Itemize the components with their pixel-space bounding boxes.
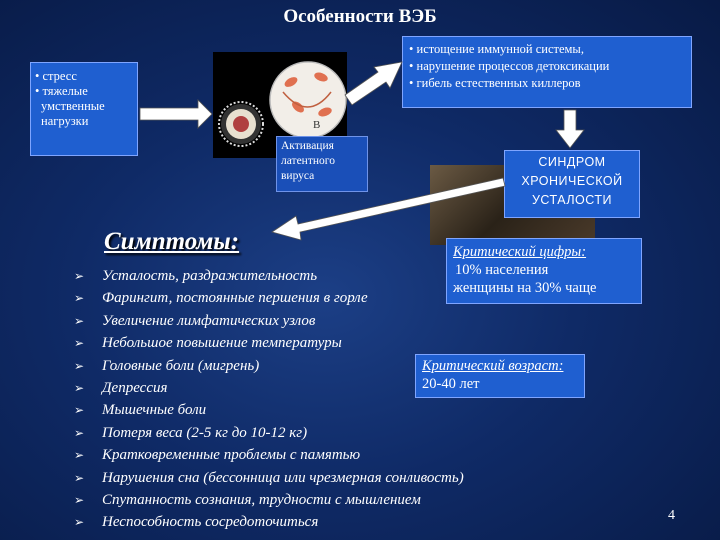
bullet-arrow-icon: ➢ [74,291,85,306]
list-item: ➢ Головные боли (мигрень) [74,355,464,377]
effect-line: • истощение иммунной системы, [409,42,584,56]
list-item: ➢ Неспособность сосредоточиться [74,511,464,533]
list-item: ➢ Небольшое повышение температуры [74,332,464,354]
symptoms-list [74,265,464,534]
arrow-causes-to-cell [140,100,212,128]
bullet-arrow-icon: ➢ [74,403,85,418]
list-item: ➢ Фарингит, постоянные першения в горле [74,287,464,309]
list-item: ➢ Нарушения сна (бессонница или чрезмерная сонливость) [74,467,464,489]
critical-figures-line: женщины на 30% чаще [453,280,597,296]
critical-figures-heading: Критический цифры: [453,244,587,260]
effect-line: • гибель естественных киллеров [409,76,581,90]
symptoms-heading: Симптомы: [104,228,240,255]
bullet-arrow-icon: ➢ [74,380,85,395]
list-item: ➢ Потеря веса (2-5 кг до 10-12 кг) [74,422,464,444]
list-item: ➢ Усталость, раздражительность [74,265,464,287]
list-item: ➢ Спутанность сознания, трудности с мышлением [74,489,464,511]
critical-figures-box [446,238,642,304]
page-number: 4 [668,508,675,523]
cause-line: • стресс [35,69,77,83]
arrow-cell-to-effects [345,62,402,105]
bullet-arrow-icon: ➢ [74,448,85,463]
syndrome-box: СИНДРОМ ХРОНИЧЕСКОЙ УСТАЛОСТИ [504,150,640,218]
bullet-arrow-icon: ➢ [74,269,85,283]
critical-figures-line: 10% населения [455,262,549,278]
list-item: ➢ Мышечные боли [74,399,464,421]
effect-line: • нарушение процессов детоксикации [409,59,610,73]
list-item: ➢ Депрессия [74,377,464,399]
list-item: ➢ Кратковременные проблемы с памятью [74,444,464,466]
bullet-arrow-icon: ➢ [74,336,85,351]
bullet-arrow-icon: ➢ [74,425,85,440]
bullet-arrow-icon: ➢ [74,358,85,373]
critical-age-value: 20-40 лет [422,376,480,392]
arrow-effects-to-syndrome [556,110,584,148]
list-item: ➢ Увеличение лимфатических узлов [74,310,464,332]
critical-age-box [415,354,585,398]
arrow-syndrome-to-symptoms [272,178,505,240]
critical-age-heading: Критический возраст: [422,358,564,374]
bullet-arrow-icon: ➢ [74,492,85,507]
bullet-arrow-icon: ➢ [74,515,85,530]
virus-activation-label: Активация латентного вируса [276,136,368,192]
cause-line: • тяжелые [35,84,88,98]
bullet-arrow-icon: ➢ [74,470,85,485]
cause-line: умственные [41,99,105,113]
slide-title: Особенности ВЭБ [283,6,437,27]
svg-text:B: B [313,119,321,131]
bullet-arrow-icon: ➢ [74,313,85,328]
cause-line: нагрузки [41,114,89,128]
